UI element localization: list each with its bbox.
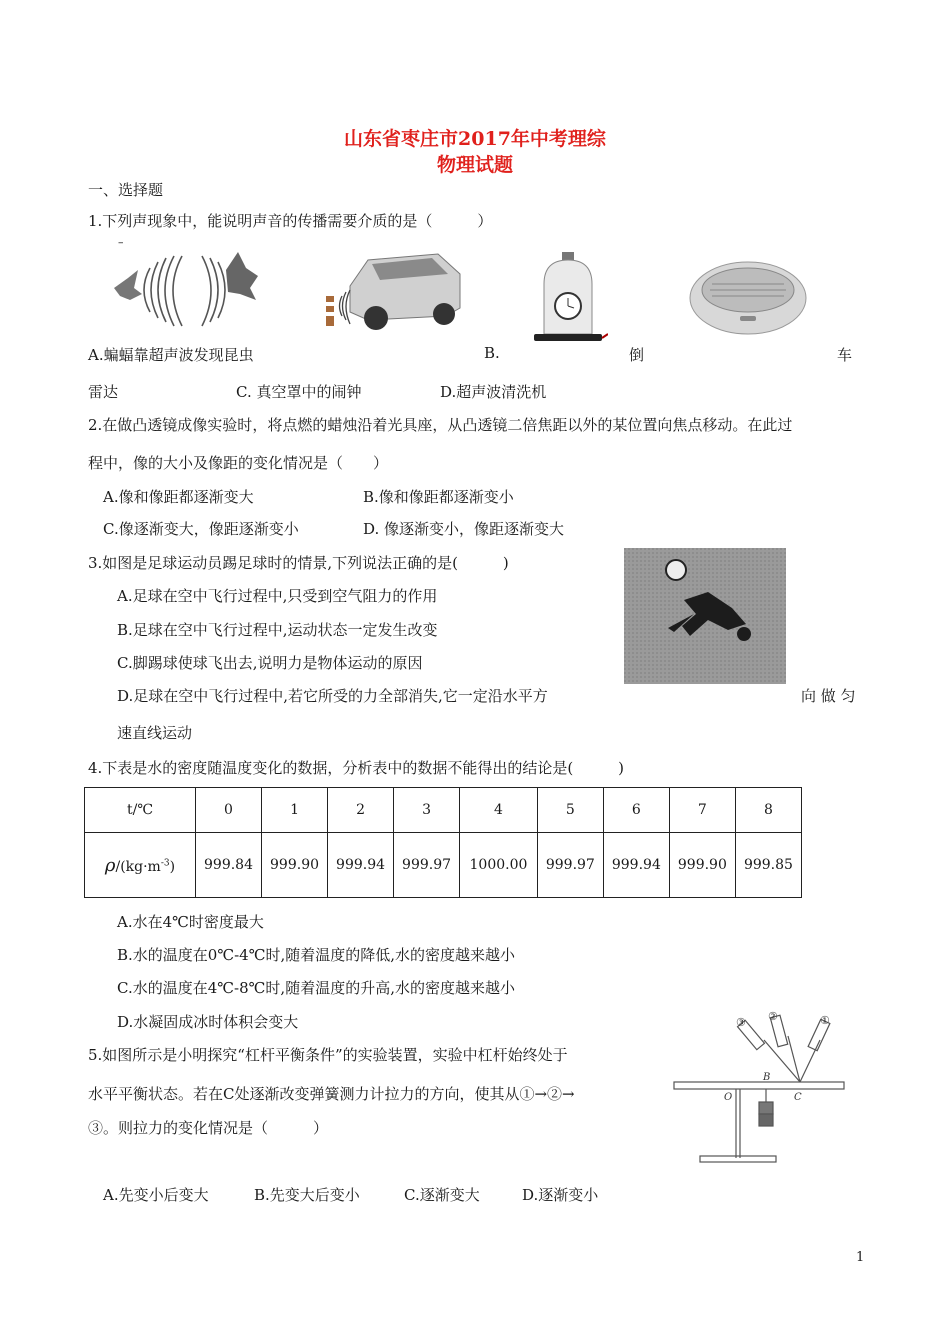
- temp-cell: 1: [262, 788, 328, 833]
- fig-label-2: ②: [768, 1010, 778, 1023]
- q5-option-b: B.先变大后变小: [254, 1186, 360, 1204]
- fig-label-o: O: [724, 1092, 733, 1103]
- q1-option-c: C. 真空罩中的闹钟: [236, 383, 362, 401]
- q3-option-d-part1: D.足球在空中飞行过程中,若它所受的力全部消失,它一定沿水平方: [117, 687, 548, 705]
- lever-balance-figure: [660, 1010, 850, 1168]
- rho-unit: /(kg·m: [115, 858, 161, 875]
- q2-stem-line2: 程中，像的大小及像距的变化情况是（ ）: [88, 454, 389, 472]
- temp-cell: 2: [328, 788, 394, 833]
- q2-option-b: B.像和像距都逐渐变小: [363, 488, 514, 506]
- q2-option-d: D. 像逐渐变小，像距逐渐变大: [363, 520, 565, 538]
- temp-cell: 6: [603, 788, 669, 833]
- car-reversing-radar-figure: [320, 246, 465, 334]
- density-cell: 1000.00: [460, 833, 538, 898]
- ultrasonic-cleaner-figure: [688, 254, 808, 338]
- table-header-density: [85, 833, 196, 898]
- q3-option-d-part3: 速直线运动: [117, 724, 193, 742]
- fig-label-b: B: [763, 1072, 771, 1083]
- fig-label-1: ①: [820, 1014, 830, 1027]
- rho-exponent: -3: [160, 857, 170, 868]
- paper-title: 山东省枣庄市2017年中考理综: [344, 128, 606, 150]
- temp-cell: 0: [196, 788, 262, 833]
- q4-option-a: A.水在4℃时密度最大: [117, 913, 264, 931]
- fig-label-c: C: [794, 1092, 802, 1103]
- q4-option-b: B.水的温度在0℃-4℃时,随着温度的降低,水的密度越来越小: [117, 946, 516, 964]
- soccer-kick-photo: [624, 548, 786, 684]
- q5-option-c: C.逐渐变大: [404, 1186, 480, 1204]
- q1-option-b-part3: 雷达: [88, 383, 119, 401]
- q4-option-d: D.水凝固成冰时体积会变大: [117, 1013, 299, 1031]
- temp-cell: 4: [460, 788, 538, 833]
- q1-option-b-letter: B.: [484, 344, 500, 362]
- bat-ultrasound-figure: [110, 248, 260, 330]
- q2-option-c: C.像逐渐变大，像距逐渐变小: [103, 520, 299, 538]
- q5-option-d: D.逐渐变小: [522, 1186, 599, 1204]
- rho-close: ): [169, 858, 176, 875]
- q4-option-c: C.水的温度在4℃-8℃时,随着温度的升高,水的密度越来越小: [117, 979, 515, 997]
- q1-option-b-part2: 车: [837, 346, 853, 364]
- q5-stem-line1: 5.如图所示是小明探究“杠杆平衡条件”的实验装置，实验中杠杆始终处于: [88, 1046, 568, 1064]
- table-row-temperature: [85, 788, 802, 833]
- q3-option-a: A.足球在空中飞行过程中,只受到空气阻力的作用: [117, 587, 438, 605]
- temp-cell: 3: [394, 788, 460, 833]
- q3-option-c: C.脚踢球使球飞出去,说明力是物体运动的原因: [117, 654, 423, 672]
- q1-option-d: D.超声波清洗机: [440, 383, 547, 401]
- temp-cell: 7: [669, 788, 735, 833]
- q2-stem-line1: 2.在做凸透镜成像实验时，将点燃的蜡烛沿着光具座，从凸透镜二倍焦距以外的某位置向焦点移动。在此过: [88, 416, 793, 434]
- q1-dash: –: [118, 236, 124, 249]
- density-cell: 999.94: [328, 833, 394, 898]
- density-cell: 999.90: [262, 833, 328, 898]
- page-number: 1: [856, 1250, 865, 1265]
- q1-stem: 1.下列声现象中，能说明声音的传播需要介质的是（ ）: [88, 212, 493, 230]
- q2-option-a: A.像和像距都逐渐变大: [103, 488, 254, 506]
- fig-label-3: ③: [736, 1016, 746, 1029]
- rho-symbol: ρ: [104, 854, 116, 876]
- table-row-density: [85, 833, 802, 898]
- q5-option-a: A.先变小后变大: [103, 1186, 209, 1204]
- q4-stem: 4.下表是水的密度随温度变化的数据，分析表中的数据不能得出的结论是( ): [88, 759, 625, 777]
- density-cell: 999.90: [669, 833, 735, 898]
- bell-jar-alarm-clock-figure: [528, 250, 608, 350]
- q3-stem: 3.如图是足球运动员踢足球时的情景,下列说法正确的是( ): [88, 554, 509, 572]
- q3-option-d-part2: 向 做 匀: [801, 687, 856, 705]
- water-density-table: [84, 787, 802, 898]
- paper-subtitle: 物理试题: [436, 154, 513, 176]
- q5-stem-line2: 水平平衡状态。若在C处逐渐改变弹簧测力计拉力的方向，使其从①→②→: [88, 1085, 575, 1103]
- density-cell: 999.97: [394, 833, 460, 898]
- density-cell: 999.84: [196, 833, 262, 898]
- q3-option-b: B.足球在空中飞行过程中,运动状态一定发生改变: [117, 621, 438, 639]
- q1-option-a: A.蝙蝠靠超声波发现昆虫: [88, 346, 254, 364]
- density-cell: 999.94: [603, 833, 669, 898]
- density-cell: 999.97: [537, 833, 603, 898]
- temp-cell: 5: [537, 788, 603, 833]
- section-heading: 一、选择题: [88, 181, 164, 199]
- table-header-temperature: t/℃: [85, 788, 196, 833]
- density-cell: 999.85: [735, 833, 801, 898]
- q1-option-b-part1: 倒: [629, 346, 645, 364]
- temp-cell: 8: [735, 788, 801, 833]
- q5-stem-line3: ③。则拉力的变化情况是（ ）: [88, 1119, 329, 1137]
